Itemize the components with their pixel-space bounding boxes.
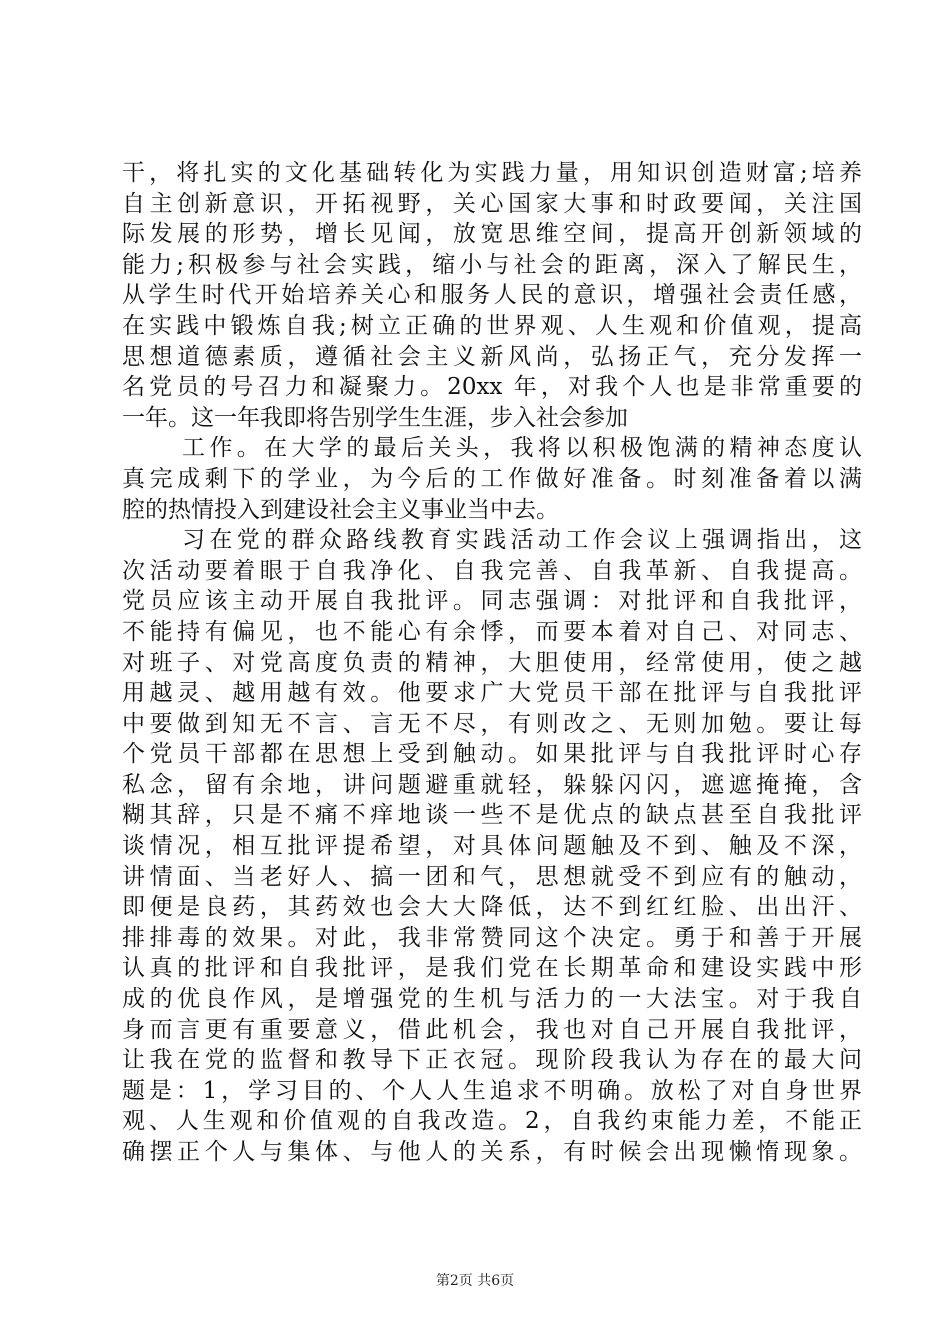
text-line: 在实践中锻炼自我;树立正确的世界观、人生观和价值观，提高 (122, 312, 862, 339)
text-line: 党员应该主动开展自我批评。同志强调：对批评和自我批评， (122, 588, 862, 615)
text-line: 糊其辞，只是不痛不痒地谈一些不是优点的缺点甚至自我批评 (122, 802, 862, 829)
text-line: 即便是良药，其药效也会大大降低，达不到红红脸、出出汗、 (122, 894, 862, 921)
text-line: 讲情面、当老好人、搞一团和气，思想就受不到应有的触动， (122, 863, 862, 890)
text-line: 用越灵、越用越有效。他要求广大党员干部在批评与自我批评 (122, 680, 862, 707)
text-line: 思想道德素质，遵循社会主义新风尚，弘扬正气，充分发挥一 (122, 343, 862, 370)
text-line: 对班子、对党高度负责的精神，大胆使用，经常使用，使之越 (122, 649, 862, 676)
text-line: 习在党的群众路线教育实践活动工作会议上强调指出，这 (182, 527, 862, 554)
text-line: 名党员的号召力和凝聚力。20xx 年，对我个人也是非常重要的 (122, 374, 862, 401)
text-line: 次活动要着眼于自我净化、自我完善、自我革新、自我提高。 (122, 557, 862, 584)
text-line: 自主创新意识，开拓视野，关心国家大事和时政要闻，关注国 (122, 190, 862, 217)
text-line: 际发展的形势，增长见闻，放宽思维空间，提高开创新领域的 (122, 221, 862, 248)
text-line: 工作。在大学的最后关头，我将以积极饱满的精神态度认 (182, 435, 862, 462)
text-line: 不能持有偏见，也不能心有余悸，而要本着对自己、对同志、 (122, 618, 862, 645)
text-line: 真完成剩下的学业，为今后的工作做好准备。时刻准备着以满 (122, 465, 862, 492)
text-line: 身而言更有重要意义，借此机会，我也对自己开展自我批评， (122, 1016, 862, 1043)
page-footer: 第2页 共6页 (435, 1273, 515, 1289)
text-line: 让我在党的监督和教导下正衣冠。现阶段我认为存在的最大问 (122, 1047, 862, 1074)
text-line: 排排毒的效果。对此，我非常赞同这个决定。勇于和善于开展 (122, 924, 862, 951)
text-line: 中要做到知无不言、言无不尽，有则改之、无则加勉。要让每 (122, 710, 862, 737)
text-line: 认真的批评和自我批评，是我们党在长期革命和建设实践中形 (122, 955, 862, 982)
text-line: 能力;积极参与社会实践，缩小与社会的距离，深入了解民生， (122, 251, 862, 278)
document-body (122, 158, 862, 1168)
text-line: 从学生时代开始培养关心和服务人民的意识，增强社会责任感， (122, 282, 862, 309)
text-line: 成的优良作风，是增强党的生机与活力的一大法宝。对于我自 (122, 986, 862, 1013)
text-line: 私念，留有余地，讲问题避重就轻，躲躲闪闪，遮遮掩掩，含 (122, 771, 862, 798)
text-line: 确摆正个人与集体、与他人的关系，有时候会出现懒惰现象。 (122, 1139, 862, 1165)
text-line: 观、人生观和价值观的自我改造。2，自我约束能力差，不能正 (122, 1108, 862, 1135)
text-line: 谈情况，相互批评提希望，对具体问题触及不到、触及不深， (122, 833, 862, 860)
text-line: 干，将扎实的文化基础转化为实践力量，用知识创造财富;培养 (122, 160, 862, 186)
text-line: 一年。这一年我即将告别学生生涯，步入社会参加 (122, 404, 628, 431)
text-line: 腔的热情投入到建设社会主义事业当中去。 (122, 496, 559, 523)
text-line: 个党员干部都在思想上受到触动。如果批评与自我批评时心存 (122, 741, 862, 768)
text-line: 题是：1，学习目的、个人人生追求不明确。放松了对自身世界 (122, 1077, 862, 1104)
